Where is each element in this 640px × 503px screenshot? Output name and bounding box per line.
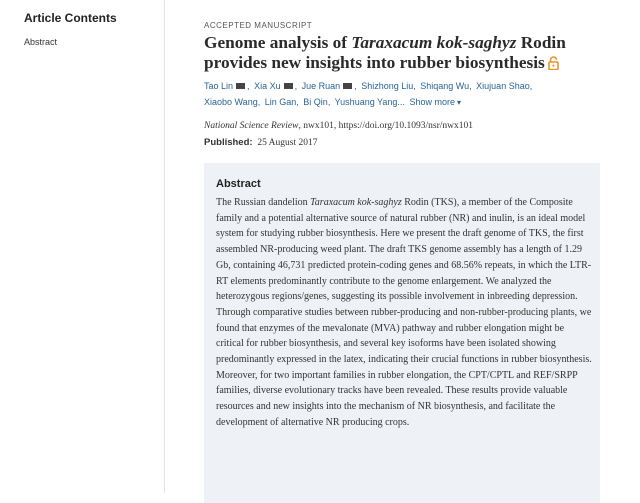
manuscript-label: ACCEPTED MANUSCRIPT (204, 21, 313, 30)
author-link[interactable]: Tao Lin , (204, 81, 250, 91)
author-link[interactable]: Xiaobo Wang, (204, 97, 261, 107)
author-link[interactable]: Jue Ruan , (301, 81, 357, 91)
author-list (204, 78, 594, 111)
author-link[interactable]: Shiqang Wu, (420, 81, 472, 91)
author-link[interactable]: Xia Xu , (254, 81, 298, 91)
email-icon[interactable] (236, 83, 245, 89)
doi-text[interactable]: , nwx101, https://doi.org/10.1093/nsr/nwx101 (298, 121, 473, 131)
author-link[interactable]: Bi Qin, (303, 97, 331, 107)
sidebar-item-abstract[interactable]: Abstract (24, 37, 58, 47)
email-icon[interactable] (284, 83, 293, 89)
published-date: Published: 25 August 2017 (204, 137, 318, 148)
email-icon[interactable] (343, 83, 352, 89)
chevron-down-icon: ▾ (456, 98, 461, 107)
sidebar (0, 0, 165, 493)
author-link[interactable]: Shizhong Liu, (361, 81, 416, 91)
abstract-text: The Russian dandelion Taraxacum kok-saghyz Rodin (TKS), a member of the Composite family and a potential alternative source of natural rubber (NR) and inulin, is an ideal model system for studying rubber biosynthesis. Here we present the draft genome of TKS, the first assembled NR-producing weed plant. The draft TKS genome assembly has a length of 1.29 Gb, containing 46,731 predicted protein-coding genes and 68.56% repeats, in which the LTR-RT elements predominantly contribute to the genome enlargement. We analyzed the heterozygous regions/genes, suggesting its possible involvement in inbreeding depression. Through comparative studies between rubber-producing and non-rubber-producing plants, we found that enzymes of the mevalonate (MVA) pathway and rubber elongation might be critical for rubber biosynthesis, and several key isoforms have been isolated showing predominantly expressed in the latex, indicating their crucial functions in rubber biosynthesis. Moreover, for two important families in rubber elongation, the CPT/CPTL and REF/SRPP families, diverse evolutionary tracks have been revealed. These results provide valuable resources and new insights into the mechanism of NR biosynthesis, and facilitate the development of alternative NR producing crops. (216, 197, 592, 428)
title-species: Taraxacum kok-saghyz (351, 33, 517, 52)
author-link[interactable]: Yushuang Yang... (334, 97, 405, 107)
open-access-lock-icon (548, 55, 559, 75)
citation (204, 121, 473, 131)
journal-name: National Science Review (204, 121, 299, 131)
title-part: Rodin provides new insights into rubber biosynthesis (204, 33, 566, 72)
article-title (204, 33, 604, 75)
article-contents-heading: Article Contents (24, 11, 117, 25)
abstract-heading: Abstract (216, 178, 261, 190)
author-link[interactable]: Lin Gan, (264, 97, 299, 107)
abstract-section (204, 163, 600, 503)
author-link[interactable]: Xiujuan Shao, (476, 81, 533, 91)
title-part: Genome analysis of (204, 33, 352, 52)
show-more-button[interactable]: Show more ▾ (409, 97, 461, 107)
